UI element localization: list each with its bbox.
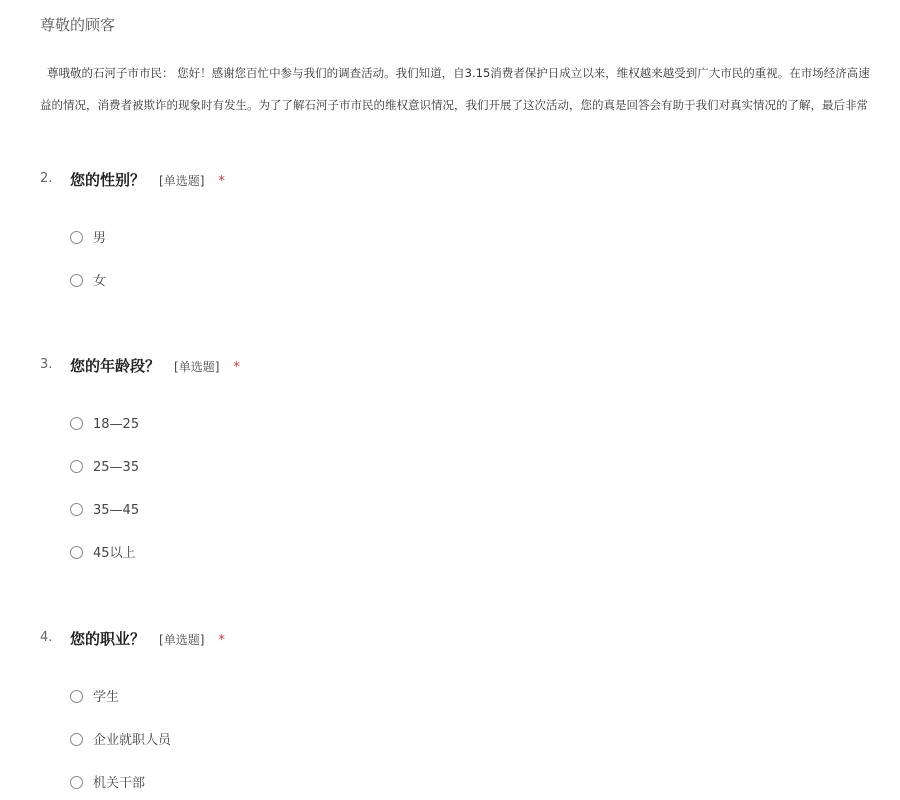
required-marker: * <box>218 174 225 189</box>
option-label: 45以上 <box>93 546 136 561</box>
required-marker: * <box>218 633 225 648</box>
radio-button[interactable] <box>70 274 83 287</box>
intro-paragraph <box>40 57 900 121</box>
question-title <box>70 628 225 649</box>
question-title-text: 您的职业？ <box>70 630 146 648</box>
radio-button[interactable] <box>70 503 83 516</box>
option-label: 学生 <box>93 690 120 705</box>
page-title: 尊敬的顾客 <box>40 16 116 34</box>
question-number: 4. <box>40 630 53 645</box>
question-number: 3. <box>40 357 53 372</box>
question-number: 2. <box>40 171 53 186</box>
radio-button[interactable] <box>70 733 83 746</box>
option-label: 25—35 <box>93 460 140 475</box>
question-type-tag: [单选题] <box>174 360 220 374</box>
radio-button[interactable] <box>70 417 83 430</box>
option-label: 18—25 <box>93 417 140 432</box>
radio-button[interactable] <box>70 690 83 703</box>
radio-button[interactable] <box>70 546 83 559</box>
question-type-tag: [单选题] <box>159 633 205 647</box>
question-title <box>70 355 240 376</box>
question-title-text: 您的性别？ <box>70 171 146 189</box>
required-marker: * <box>233 360 240 375</box>
question-type-tag: [单选题] <box>159 174 205 188</box>
radio-button[interactable] <box>70 460 83 473</box>
option-label: 企业就职人员 <box>93 733 172 748</box>
radio-button[interactable] <box>70 231 83 244</box>
radio-button[interactable] <box>70 776 83 789</box>
intro-line-2: 益的情况，消费者被欺诈的现象时有发生。为了了解石河子市市民的维权意识情况，我们开展了这次活动，您的真是回答会有助于我们对真实情况的了解，最后非常 <box>40 98 868 112</box>
option-label: 男 <box>93 231 107 246</box>
option-label: 机关干部 <box>93 776 146 791</box>
question-title <box>70 169 225 190</box>
intro-line-1: 尊哦敬的石河子市市民： 您好！感谢您百忙中参与我们的调查活动。我们知道，自3.15消费者保护日成立以来，维权越来越受到广大市民的重视。在市场经济高速 <box>47 66 870 80</box>
question-title-text: 您的年龄段？ <box>70 357 161 375</box>
option-label: 35—45 <box>93 503 140 518</box>
option-label: 女 <box>93 274 107 289</box>
